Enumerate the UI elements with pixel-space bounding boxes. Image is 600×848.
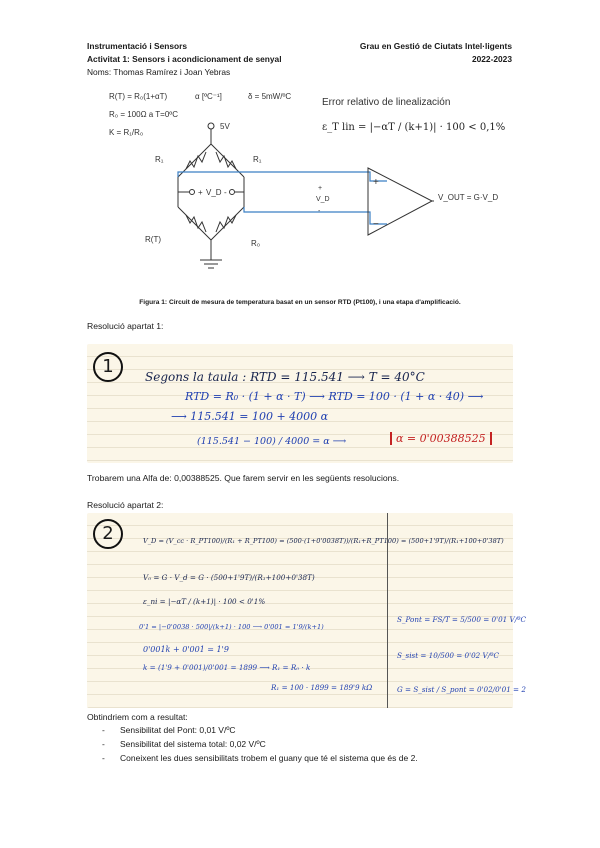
figure-caption: Figura 1: Circuit de mesura de temperatura basat en un sensor RTD (Pt100), i una etapa d'amplificació. <box>139 299 461 306</box>
wire-vd: V_D <box>316 196 330 203</box>
wire-plus: + <box>318 185 323 192</box>
handwritten-solution-1 <box>87 344 513 463</box>
label-r1-right: R₁ <box>253 155 262 164</box>
s2-right-line-3: G = S_sist / S_pont = 0'02/0'01 = 2 <box>397 685 526 694</box>
vd-label: V_D <box>206 188 222 197</box>
s2-right-line-2: S_sist = 10/500 = 0'02 V/ºC <box>397 651 500 660</box>
s1-line2: RTD = R₀ · (1 + α · T) ⟶ RTD = 100 · (1 + α · 40) ⟶ <box>185 390 484 403</box>
label-rtd: R(T) <box>145 235 161 244</box>
error-formula: ε_T lin = |−αT / (k+1)| · 100 < 0,1% <box>322 122 506 133</box>
bullet-text: Sensibilitat del sistema total: 0,02 V/ºC <box>120 739 266 749</box>
wire-minus: - <box>318 208 321 215</box>
rtd-equation: R(T) = R₀(1+αT) <box>109 92 168 101</box>
section1-number: 1 <box>93 352 123 382</box>
op-amp-plus: + <box>373 177 379 188</box>
s2-left-line-2: V₀ = G · V_d = G · (500+1'9T)/(R₁+100+0'38T) <box>143 573 315 582</box>
s1-line4: (115.541 − 100) / 4000 = α ⟶ <box>197 436 347 447</box>
circuit-figure <box>100 84 520 294</box>
label-r1-left: R₁ <box>155 155 164 164</box>
s1-line3: ⟶ 115.541 = 100 + 4000 α <box>171 410 329 423</box>
vd-minus: - <box>224 188 227 197</box>
section1-title: Resolució apartat 1: <box>87 321 164 331</box>
section2-title: Resolució apartat 2: <box>87 500 164 510</box>
handwritten-solution-2 <box>87 513 526 708</box>
vd-plus: + <box>198 188 203 197</box>
s2-left-line-6: k = (1'9 + 0'001)/0'001 = 1899 ⟶ R₁ = R₀ · k <box>143 663 311 672</box>
s2-left-line-5: 0'001k + 0'001 = 1'9 <box>143 645 229 654</box>
result-intro: Obtindriem com a resultat: <box>87 712 188 722</box>
s2-left-line-3: ε_ni = |−αT / (k+1)| · 100 < 0'1% <box>143 597 266 606</box>
supply-voltage: 5V <box>220 122 230 131</box>
r0-definition: R₀ = 100Ω a T=0ºC <box>109 110 178 119</box>
vout-label: V_OUT = G·V_D <box>438 193 499 202</box>
s1-result: α = 0'00388525 <box>390 432 492 445</box>
academic-year: 2022-2023 <box>471 54 512 64</box>
bullet-text: Sensibilitat del Pont: 0,01 V/ºC <box>120 725 236 735</box>
alpha-unit: α [ºC⁻¹] <box>195 92 222 101</box>
k-definition: K = R₁/R₀ <box>109 128 144 137</box>
s2-left-line-7: R₁ = 100 · 1899 = 189'9 kΩ <box>271 683 373 692</box>
s2-left-line-1: V_D = (V_cc · R_PT100)/(R₁ + R_PT100) = (500·(1+0'0038T))/(R₁+R_PT100) = (500+1'9T)/(R₁+100+0'38T) <box>143 537 504 545</box>
circuit-diagram <box>100 84 520 294</box>
delta-value: δ = 5mW/ºC <box>248 92 292 101</box>
label-r0: R₀ <box>251 239 261 248</box>
s1-line1: Segons la taula : RTD = 115.541 ⟶ T = 40°C <box>145 370 425 384</box>
s2-right-line-1: S_Pont = FS/T = 5/500 = 0'01 V/ºC <box>397 615 526 624</box>
bullet-system-sensitivity: - Sensibilitat del sistema total: 0,02 V/ºC <box>102 739 266 749</box>
bullet-gain: - Coneixent les dues sensibilitats trobem el guany que té el sistema que és de 2. <box>102 753 418 763</box>
op-amp-minus: − <box>373 219 379 230</box>
activity-title: Activitat 1: Sensors i acondicionament de senyal <box>87 54 282 64</box>
authors: Noms: Thomas Ramírez i Joan Yebras <box>87 67 231 77</box>
section2-number: 2 <box>93 519 123 549</box>
supply-node <box>208 123 214 129</box>
degree-name: Grau en Gestió de Ciutats Intel·ligents <box>359 41 512 51</box>
error-title: Error relativo de linealización <box>322 97 451 108</box>
s2-left-line-4: 0'1 = |−0'0038 · 500|/(k+1) · 100 ⟶ 0'001 = 1'9/(k+1) <box>139 623 324 631</box>
section1-conclusion: Trobarem una Alfa de: 0,00388525. Que farem servir en les següents resolucions. <box>87 473 400 483</box>
bullet-bridge-sensitivity: - Sensibilitat del Pont: 0,01 V/ºC <box>102 725 236 735</box>
course-title: Instrumentació i Sensors <box>87 41 188 51</box>
bullet-text: Coneixent les dues sensibilitats trobem el guany que té el sistema que és de 2. <box>120 753 418 763</box>
